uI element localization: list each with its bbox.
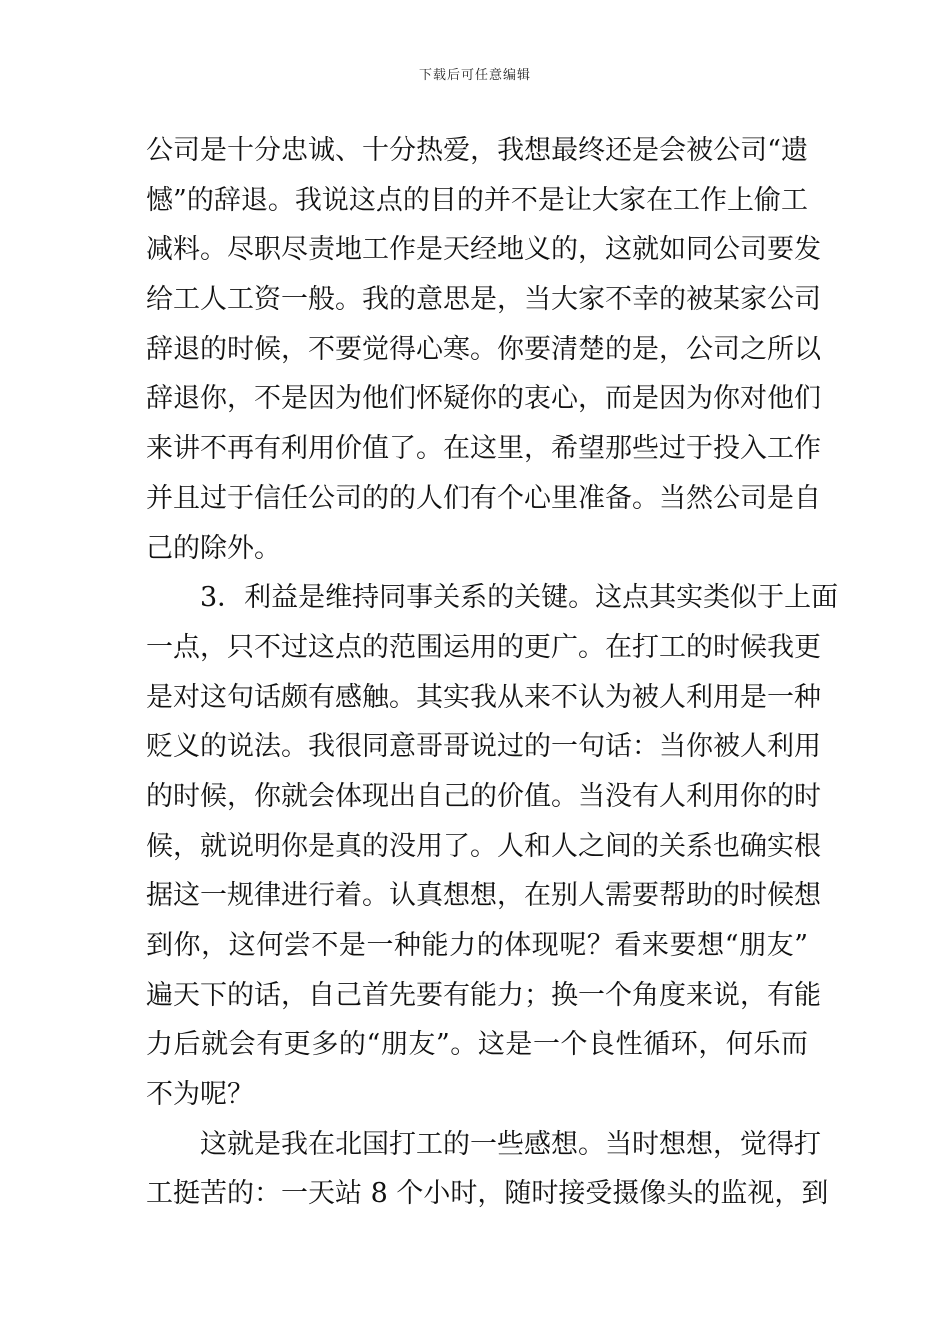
text-line: 遍天下的话，自己首先要有能力；换一个角度来说，有能	[146, 979, 821, 1011]
text-line: 憾”的辞退。我说这点的目的并不是让大家在工作上偷工	[146, 184, 808, 216]
text-line: 辞退你，不是因为他们怀疑你的衷心，而是因为你对他们	[146, 383, 821, 415]
paragraph-3	[146, 1120, 829, 1219]
paragraph-1	[146, 126, 821, 573]
page-header: 下载后可任意编辑	[418, 68, 531, 83]
text-line: 工挺苦的：一天站 8 个小时，随时接受摄像头的监视，到	[146, 1178, 829, 1210]
text-line: 己的除外。	[146, 532, 281, 564]
text-line: 公司是十分忠诚、十分热爱，我想最终还是会被公司“遗	[146, 135, 808, 166]
text-line: 3．利益是维持同事关系的关键。这点其实类似于上面	[200, 582, 839, 614]
text-line: 到你，这何尝不是一种能力的体现呢？看来要想“朋友”	[146, 930, 808, 961]
text-line: 贬义的说法。我很同意哥哥说过的一句话：当你被人利用	[146, 731, 821, 763]
text-line: 一点，只不过这点的范围运用的更广。在打工的时候我更	[146, 631, 821, 663]
text-line: 候，就说明你是真的没用了。人和人之间的关系也确实根	[146, 830, 821, 862]
text-line: 这就是我在北国打工的一些感想。当时想想，觉得打	[200, 1128, 821, 1160]
text-line: 据这一规律进行着。认真想想，在别人需要帮助的时候想	[146, 880, 821, 912]
text-line: 并且过于信任公司的的人们有个心里准备。当然公司是自	[146, 482, 821, 514]
text-line: 给工人工资一般。我的意思是，当大家不幸的被某家公司	[146, 284, 821, 316]
text-line: 不为呢？	[146, 1079, 254, 1111]
paragraph-2	[146, 573, 839, 1120]
text-line: 辞退的时候，不要觉得心寒。你要清楚的是，公司之所以	[146, 333, 821, 365]
text-line: 减料。尽职尽责地工作是天经地义的，这就如同公司要发	[146, 234, 821, 266]
text-line: 的时候，你就会体现出自己的价值。当没有人利用你的时	[146, 780, 821, 812]
text-line: 力后就会有更多的“朋友”。这是一个良性循环，何乐而	[146, 1029, 808, 1061]
text-line: 是对这句话颇有感触。其实我从来不认为被人利用是一种	[146, 681, 821, 713]
document-body	[146, 126, 839, 1219]
text-line: 来讲不再有利用价值了。在这里，希望那些过于投入工作	[146, 433, 821, 465]
